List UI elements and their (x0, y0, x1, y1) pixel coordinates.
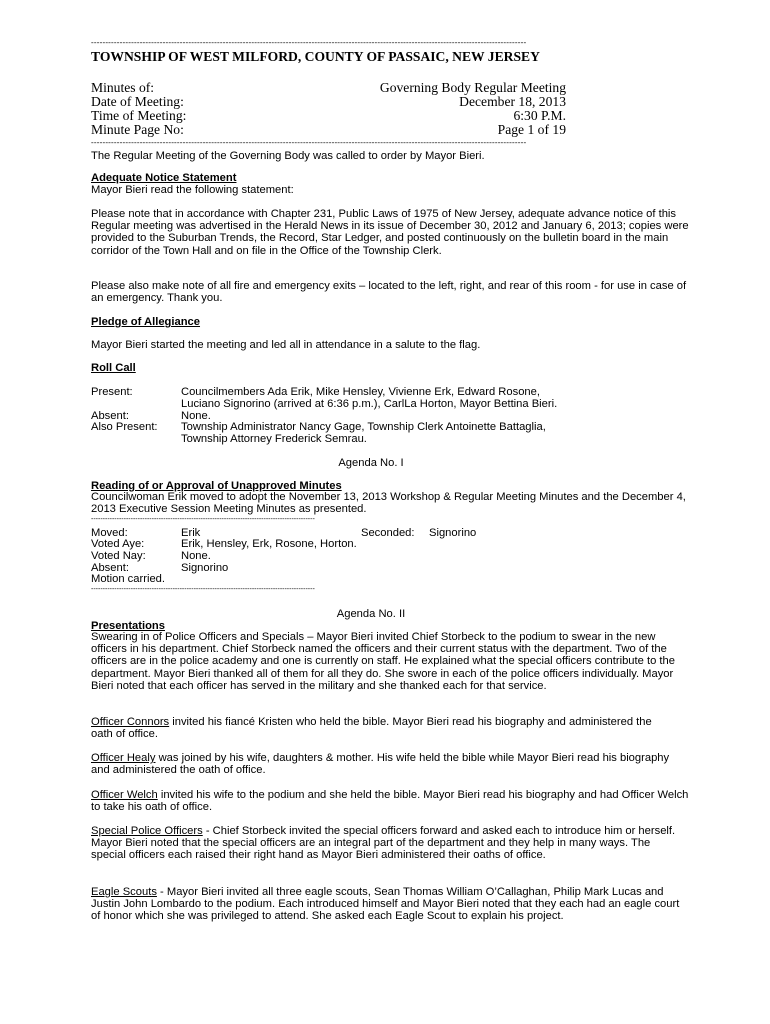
minutes-heading: Reading of or Approval of Unapproved Minutes (91, 480, 342, 492)
date-label: Date of Meeting: (91, 94, 184, 109)
presentations-text: Swearing in of Police Officers and Specials – Mayor Bieri invited Chief Storbeck to the podium to swear in the new officers in his department. Chief Storbeck named the officers and their current status with the department. Two of the officers are in the police academy and one is currently on staff. He explained what the special officers contribute to the department. Mayor Bieri thanked all of them for all they do. She swore in each of the police officers individually. Mayor Bieri noted that each officer has served in the military and she thanked each for that service. (91, 631, 675, 692)
officer-welch-paragraph (91, 789, 689, 813)
time-value: 6:30 P.M. (513, 108, 566, 123)
rollcall-also-line-2: Township Attorney Frederick Semrau. (181, 433, 367, 445)
pledge-heading: Pledge of Allegiance (91, 316, 201, 328)
officer-healy-text: was joined by his wife, daughters & mother. His wife held the bible while Mayor Bieri read his biography and administered the oath of office. (91, 752, 670, 777)
special-officers-name: Special Police Officers (91, 825, 203, 837)
date-value: December 18, 2013 (459, 94, 566, 109)
special-officers-paragraph (91, 825, 679, 862)
vote-moved-value: Erik (181, 527, 201, 539)
rollcall-also-line-1: Township Administrator Nancy Gage, Township Clerk Antoinette Battaglia, (181, 421, 546, 433)
eagle-scouts-name: Eagle Scouts (91, 886, 157, 898)
vote-rule-top: ------------------------------------------------------------------------------------------------ (91, 516, 315, 523)
officer-welch-name: Officer Welch (91, 789, 158, 801)
vote-aye-label: Voted Aye: (91, 538, 145, 550)
presentations-heading: Presentations (91, 620, 165, 632)
notice-paragraph-1: Please note that in accordance with Chapter 231, Public Laws of 1975 of New Jersey, adequate advance notice of this Regular meeting was advertised in the Herald News in its issue of December 30, 2012 and January 6, 2013; copies were provided to the Suburban Trends, the Record, Star Ledger, and posted continuously on the bulletin board in the main corridor of the Town Hall and on file in the Office of the Township Clerk. (91, 208, 689, 257)
rollcall-present-line-2: Luciano Signorino (arrived at 6:36 p.m.), CarlLa Horton, Mayor Bettina Bieri. (181, 398, 558, 410)
officer-connors-name: Officer Connors (91, 716, 170, 728)
rollcall-absent-label: Absent: (91, 410, 129, 422)
time-label: Time of Meeting: (91, 108, 187, 123)
call-to-order: The Regular Meeting of the Governing Body was called to order by Mayor Bieri. (91, 150, 485, 162)
page-no-label: Minute Page No: (91, 122, 184, 137)
officer-welch-text: invited his wife to the podium and she held the bible. Mayor Bieri read his biography and had Officer Welch to take his oath of office. (91, 789, 689, 814)
notice-paragraph-2: Please also make note of all fire and emergency exits – located to the left, right, and rear of this room - for use in case of an emergency. Thank you. (91, 280, 687, 305)
vote-nay-value: None. (181, 550, 211, 562)
page-no-value: Page 1 of 19 (497, 122, 566, 137)
vote-seconded-label: Seconded: (361, 527, 415, 539)
notice-intro: Mayor Bieri read the following statement: (91, 184, 294, 196)
officer-connors-paragraph (91, 716, 661, 740)
officer-connors-text: invited his fiancé Kristen who held the bible. Mayor Bieri read his biography and administered the oath of office. (91, 716, 652, 741)
rollcall-present-label: Present: (91, 386, 133, 398)
header-bottom-rule: -------------------------------------------------------------------------------------------------------------------------------------------------------- (91, 138, 527, 147)
officer-healy-paragraph (91, 752, 671, 776)
vote-seconded-value: Signorino (429, 527, 477, 539)
vote-aye-value: Erik, Hensley, Erk, Rosone, Horton. (181, 538, 357, 550)
document-title: TOWNSHIP OF WEST MILFORD, COUNTY OF PASSAIC, NEW JERSEY (91, 49, 540, 64)
vote-nay-label: Voted Nay: (91, 550, 146, 562)
agenda-no-1: Agenda No. I (338, 457, 404, 469)
minutes-text: Councilwoman Erik moved to adopt the November 13, 2013 Workshop & Regular Meeting Minutes and the December 4, 2013 Executive Session Meeting Minutes as presented. (91, 491, 686, 516)
eagle-scouts-text: - Mayor Bieri invited all three eagle scouts, Sean Thomas William O’Callaghan, Philip Mark Lucas and Justin John Lombardo to the podium. Each introduced himself and Mayor Bieri noted that they each had an eagle court of honor which she was privileged to attend. She asked each Eagle Scout to explain his project. (91, 886, 680, 923)
rollcall-absent-value: None. (181, 410, 211, 422)
vote-rule-bottom: ------------------------------------------------------------------------------------------------ (91, 586, 315, 593)
vote-moved-label: Moved: (91, 527, 128, 539)
agenda-no-2: Agenda No. II (336, 608, 406, 620)
vote-absent-label: Absent: (91, 562, 129, 574)
rollcall-heading: Roll Call (91, 362, 136, 374)
officer-healy-name: Officer Healy (91, 752, 156, 764)
eagle-scouts-paragraph (91, 886, 685, 923)
vote-absent-value: Signorino (181, 562, 229, 574)
special-officers-text: - Chief Storbeck invited the special officers forward and asked each to introduce him or herself. Mayor Bieri noted that the special officers are an integral part of the department and they help in many ways. The special officers each raised their right hand as Mayor Bieri administered their oaths of office. (91, 825, 676, 862)
minutes-of-label: Minutes of: (91, 80, 155, 95)
header-top-rule: -------------------------------------------------------------------------------------------------------------------------------------------------------- (91, 38, 527, 47)
rollcall-present-line-1: Councilmembers Ada Erik, Mike Hensley, Vivienne Erk, Edward Rosone, (181, 386, 540, 398)
rollcall-also-label: Also Present: (91, 421, 158, 433)
notice-heading: Adequate Notice Statement (91, 172, 237, 184)
pledge-text: Mayor Bieri started the meeting and led all in attendance in a salute to the flag. (91, 339, 481, 351)
minutes-of-value: Governing Body Regular Meeting (379, 80, 566, 95)
vote-result: Motion carried. (91, 573, 165, 585)
